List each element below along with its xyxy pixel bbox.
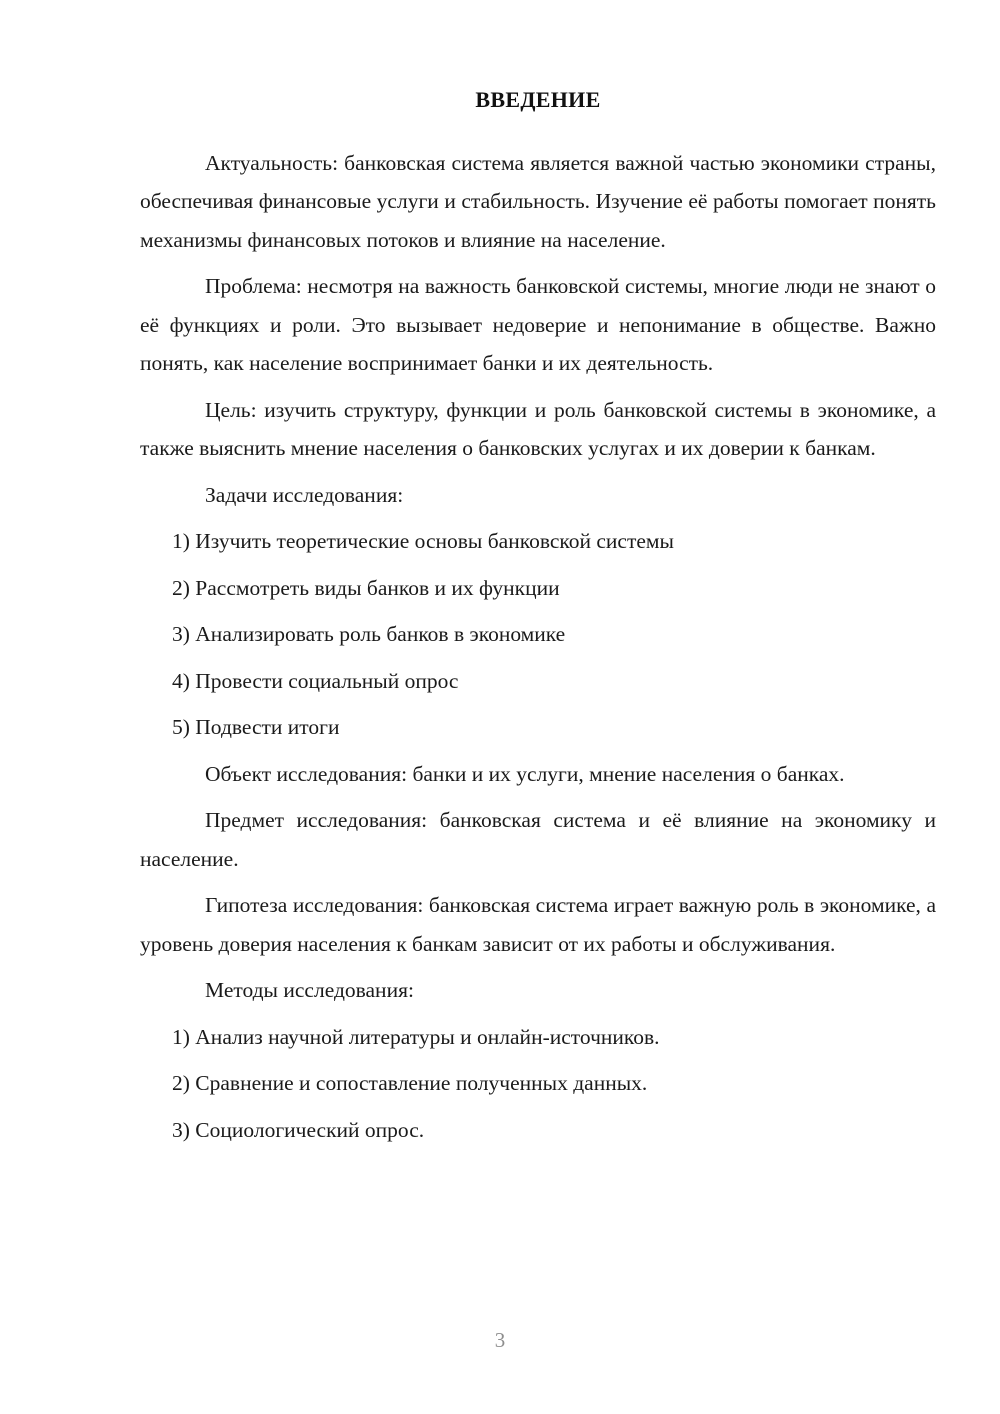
methods-list [140, 1018, 936, 1150]
list-item: 4) Провести социальный опрос [172, 668, 459, 693]
page-number: 3 [494, 1328, 506, 1352]
list-item: 3) Анализировать роль банков в экономике [172, 622, 566, 646]
paragraph-problem: Проблема: несмотря на важность банковской системы, многие люди не знают о её функциях и роли. Это вызывает недоверие и непонимание в обществе. Важно понять, как население воспринимает банки и их деятельность. [140, 274, 936, 375]
list-item: 2) Рассмотреть виды банков и их функции [172, 575, 560, 600]
page-title: ВВЕДЕНИЕ [475, 87, 601, 112]
paragraph-subject: Предмет исследования: банковская система и её влияние на экономику и население. [140, 808, 936, 871]
paragraph-hypothesis: Гипотеза исследования: банковская система играет важную роль в экономике, а уровень доверия населения к банкам зависит от их работы и обслуживания. [140, 893, 936, 956]
list-item: 1) Изучить теоретические основы банковской системы [172, 529, 674, 553]
paragraph-relevance: Актуальность: банковская система является важной частью экономики страны, обеспечивая финансовые услуги и стабильность. Изучение её работы помогает понять механизмы финансовых потоков и влияние на население. [140, 150, 936, 252]
list-item: 2) Сравнение и сопоставление полученных данных. [172, 1071, 648, 1095]
heading-methods: Методы исследования: [205, 978, 414, 1002]
list-item: 5) Подвести итоги [172, 715, 340, 739]
list-item: 1) Анализ научной литературы и онлайн-источников. [172, 1024, 660, 1049]
heading-tasks: Задачи исследования: [205, 482, 404, 507]
list-item: 3) Социологический опрос. [172, 1117, 425, 1142]
paragraph-object: Объект исследования: банки и их услуги, мнение населения о банках. [205, 761, 845, 786]
document-body [140, 86, 936, 1157]
paragraph-goal: Цель: изучить структуру, функции и роль банковской системы в экономике, а также выяснить мнение населения о банковских услугах и их доверии к банкам. [140, 397, 936, 460]
tasks-list [140, 522, 936, 747]
